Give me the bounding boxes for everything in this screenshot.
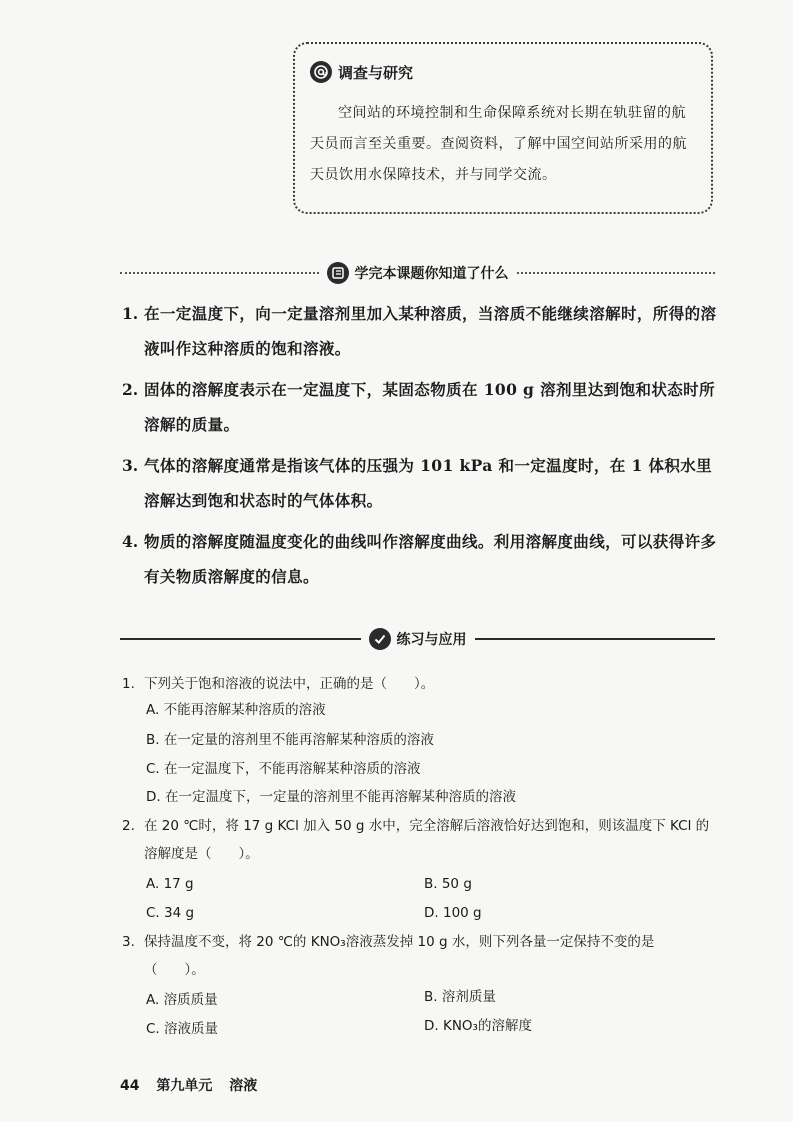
- question-text: 在 20 ℃时，将 17 g KCl 加入 50 g 水中，完全溶解后溶液恰好达到饱和，则该温度下 KCl 的溶解度是（ ）。: [144, 818, 710, 862]
- research-text: 空间站的环境控制和生命保障系统对长期在轨驻留的航天员而言至关重要。查阅资料，了解中国空间站所采用的航天员饮用水保障技术，并与同学交流。: [310, 105, 687, 183]
- option-c: C. 溶液质量: [146, 1021, 219, 1037]
- item-text: 气体的溶解度通常是指该气体的压强为 101 kPa 和一定温度时，在 1 体积水里溶解达到饱和状态时的气体体积。: [144, 456, 713, 510]
- research-heading: [310, 61, 413, 83]
- question-1: [122, 670, 712, 698]
- option-a: A. 17 g: [146, 876, 194, 892]
- summary-title: 学完本课题你知道了什么: [354, 266, 509, 282]
- page-footer: [120, 1075, 269, 1095]
- page-number: 44: [120, 1078, 140, 1094]
- practice-section-header: [120, 628, 715, 650]
- practice-title: 练习与应用: [396, 632, 467, 648]
- option-a: A. 不能再溶解某种溶质的溶液: [146, 702, 326, 718]
- question-number: 2.: [122, 818, 135, 834]
- item-text: 在一定温度下，向一定量溶剂里加入某种溶质，当溶质不能继续溶解时，所得的溶液叫作这种溶质的饱和溶液。: [144, 304, 717, 358]
- question-2: [122, 812, 712, 868]
- option-b: B. 在一定量的溶剂里不能再溶解某种溶质的溶液: [146, 732, 434, 748]
- summary-item: [122, 296, 722, 366]
- item-number: 1.: [122, 304, 139, 323]
- option-d: D. 100 g: [424, 905, 482, 921]
- summary-item: [122, 524, 722, 594]
- option-c: C. 在一定温度下，不能再溶解某种溶质的溶液: [146, 761, 421, 777]
- option-a: A. 溶质质量: [146, 992, 218, 1008]
- topic-name: 溶液: [229, 1078, 258, 1094]
- summary-heading: [327, 262, 509, 284]
- question-number: 3.: [122, 934, 135, 950]
- item-number: 2.: [122, 380, 139, 399]
- option-b: B. 50 g: [424, 876, 472, 892]
- option-d: D. 在一定温度下，一定量的溶剂里不能再溶解某种溶质的溶液: [146, 789, 516, 805]
- divider-left: [120, 272, 319, 274]
- summary-section-header: [120, 262, 715, 284]
- checkmark-icon: [369, 628, 391, 650]
- divider-right: [475, 638, 716, 640]
- option-d: D. KNO₃的溶解度: [424, 1018, 532, 1034]
- question-3: [122, 928, 712, 984]
- summary-item: [122, 448, 722, 518]
- summary-item: [122, 372, 722, 442]
- option-c: C. 34 g: [146, 905, 195, 921]
- question-text: 保持温度不变，将 20 ℃的 KNO₃溶液蒸发掉 10 g 水，则下列各量一定保持不变的是（ ）。: [144, 934, 655, 978]
- question-number: 1.: [122, 676, 135, 692]
- summary-list: [122, 296, 722, 600]
- divider-right: [517, 272, 716, 274]
- item-number: 3.: [122, 456, 139, 475]
- question-text: 下列关于饱和溶液的说法中，正确的是（ ）。: [144, 676, 435, 692]
- at-sign-icon: [310, 61, 332, 83]
- item-number: 4.: [122, 532, 139, 551]
- divider-left: [120, 638, 361, 640]
- option-b: B. 溶剂质量: [424, 989, 496, 1005]
- unit-name: 第九单元: [156, 1078, 213, 1094]
- item-text: 物质的溶解度随温度变化的曲线叫作溶解度曲线。利用溶解度曲线，可以获得许多有关物质溶解度的信息。: [144, 532, 717, 586]
- item-text: 固体的溶解度表示在一定温度下，某固态物质在 100 g 溶剂里达到饱和状态时所溶解的质量。: [144, 380, 715, 434]
- research-title: 调查与研究: [338, 63, 414, 82]
- practice-heading: [369, 628, 467, 650]
- book-icon: [327, 262, 349, 284]
